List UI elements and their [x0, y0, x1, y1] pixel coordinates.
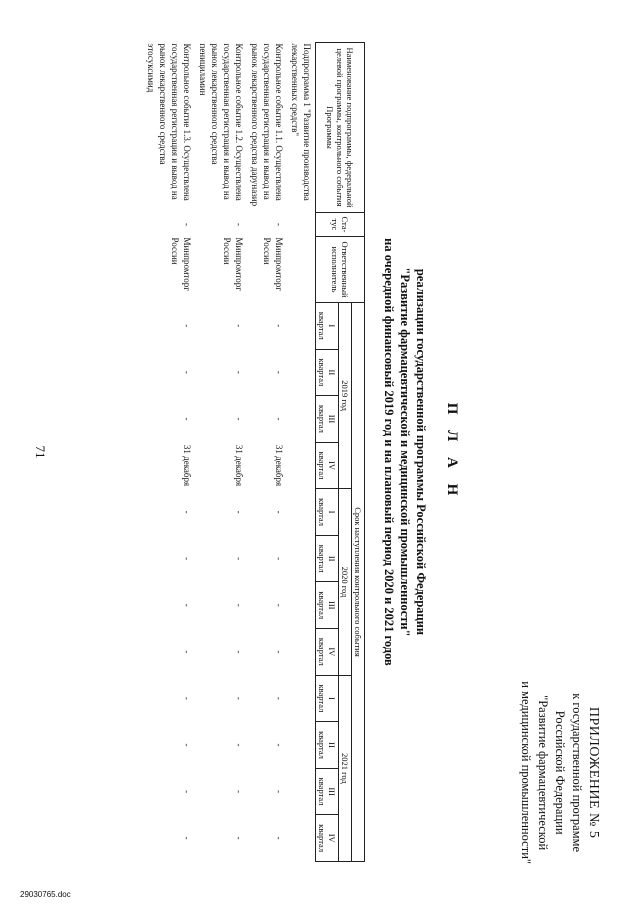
- page-number: 71: [33, 445, 48, 459]
- event-status: -: [274, 223, 284, 226]
- quarter-word: квартал: [317, 591, 327, 620]
- deadline-cell: 31 декабря: [182, 444, 192, 487]
- deadline-cell: -: [274, 557, 284, 561]
- header-quarter: [316, 303, 339, 350]
- plan-subtitle-line: "Развитие фармацевтической и медицинской промышленности": [398, 267, 412, 637]
- header-quarter: [316, 535, 339, 582]
- event-name: Контрольное событие 1.1. Осуществлена государственная регистрация и вывод на рынок лекарственного средства даруназир: [250, 43, 284, 207]
- deadline-cell: -: [274, 417, 284, 421]
- appendix-line: "Развитие фармацевтической: [536, 695, 550, 851]
- deadline-cell: -: [234, 324, 244, 328]
- quarter-word: квартал: [317, 824, 327, 853]
- event-executor: Минпромторг России: [222, 237, 244, 291]
- quarter-word: квартал: [317, 311, 327, 340]
- header-quarter: [316, 396, 339, 443]
- plan-subtitle-line: на очередной финансовый 2019 год и на плановый период 2020 и 2021 годов: [382, 238, 396, 666]
- deadline-cell: -: [234, 790, 244, 794]
- appendix-line: Российской Федерации: [553, 710, 567, 835]
- quarter-numeral: II: [327, 555, 337, 562]
- quarter-numeral: I: [327, 324, 337, 328]
- quarter-numeral: II: [327, 369, 337, 376]
- header-quarter: [316, 815, 339, 862]
- deadline-cell: -: [234, 836, 244, 840]
- deadline-cell: -: [182, 650, 192, 654]
- deadline-cell: -: [182, 324, 192, 328]
- quarter-word: квартал: [317, 498, 327, 527]
- deadline-cell: -: [234, 417, 244, 421]
- deadline-cell: -: [274, 790, 284, 794]
- deadline-cell: -: [182, 417, 192, 421]
- quarter-numeral: III: [327, 601, 337, 610]
- deadline-cell: -: [274, 603, 284, 607]
- plan-title: П Л А Н: [444, 402, 460, 502]
- appendix-line: к государственной программе: [570, 693, 584, 853]
- deadline-cell: -: [274, 696, 284, 700]
- deadline-cell: -: [182, 790, 192, 794]
- deadline-cell: -: [182, 557, 192, 561]
- header-deadline: Срок наступления контрольного события: [352, 303, 365, 862]
- subprogram-name: Подпрограмма 1 "Развитие производства лекарственных средств": [290, 43, 312, 201]
- plan-heading: [381, 22, 460, 882]
- deadline-cell: -: [234, 743, 244, 747]
- deadline-cell: -: [182, 603, 192, 607]
- header-quarter: [316, 582, 339, 629]
- deadline-cell: -: [274, 324, 284, 328]
- header-quarter: [316, 442, 339, 489]
- header-name: Наименование подпрограммы, федеральной целевой программы, контрольного события Программы: [316, 43, 365, 213]
- table-row: [247, 43, 287, 862]
- quarter-word: квартал: [317, 731, 327, 759]
- deadline-cell: -: [234, 370, 244, 374]
- quarter-word: квартал: [317, 358, 327, 387]
- header-quarter: [316, 675, 339, 722]
- quarter-numeral: III: [327, 414, 337, 424]
- quarter-word: квартал: [317, 684, 327, 713]
- deadline-cell: -: [274, 650, 284, 654]
- deadline-cell: -: [274, 510, 284, 514]
- deadline-cell: -: [234, 603, 244, 607]
- deadline-cell: -: [234, 696, 244, 700]
- header-executor: Ответственный исполнитель: [316, 237, 365, 303]
- appendix-block: [517, 681, 602, 864]
- deadline-cell: -: [274, 836, 284, 840]
- quarter-numeral: I: [327, 696, 337, 700]
- table-row: [195, 43, 247, 862]
- quarter-word: квартал: [317, 777, 327, 806]
- quarter-numeral: III: [327, 787, 337, 796]
- quarter-numeral: I: [327, 510, 337, 514]
- quarter-numeral: IV: [327, 461, 337, 471]
- header-status: Ста-тус: [316, 213, 365, 237]
- quarter-word: квартал: [317, 544, 327, 573]
- deadline-cell: -: [234, 510, 244, 514]
- deadline-cell: -: [182, 696, 192, 700]
- header-quarter: [316, 489, 339, 536]
- deadline-cell: 31 декабря: [274, 444, 284, 487]
- deadline-cell: -: [182, 743, 192, 747]
- deadline-cell: -: [182, 370, 192, 374]
- event-status: -: [234, 223, 244, 226]
- deadline-cell: 31 декабря: [234, 444, 244, 487]
- header-quarter: [316, 768, 339, 815]
- quarter-word: квартал: [317, 451, 327, 480]
- table-row: [143, 43, 195, 862]
- event-name: Контрольное событие 1.2. Осуществлена государственная регистрация и вывод на рынок лекарственного средства пенициламин: [198, 43, 244, 201]
- appendix-title: ПРИЛОЖЕНИЕ № 5: [586, 706, 601, 839]
- footer-filename: 29030765.doc: [20, 890, 71, 899]
- deadline-cell: -: [182, 836, 192, 840]
- deadline-cell: -: [234, 557, 244, 561]
- header-quarter: [316, 349, 339, 396]
- deadline-cell: -: [182, 510, 192, 514]
- quarter-word: квартал: [317, 405, 327, 433]
- subprogram-filler: [287, 213, 316, 862]
- event-executor: Минпромторг России: [170, 237, 192, 291]
- event-status: -: [182, 223, 192, 226]
- rotated-page: [20, 22, 620, 882]
- event-executor: Минпромторг России: [262, 237, 284, 291]
- deadline-cell: -: [274, 743, 284, 747]
- plan-table: [143, 42, 365, 862]
- header-year: 2021 год: [339, 675, 352, 861]
- appendix-line: и медицинской промышленности": [519, 681, 533, 864]
- quarter-numeral: II: [327, 742, 337, 748]
- header-year: 2019 год: [339, 303, 352, 489]
- deadline-cell: -: [234, 650, 244, 654]
- quarter-numeral: IV: [327, 833, 337, 843]
- deadline-cell: -: [274, 370, 284, 374]
- plan-subtitle-line: реализации государственной программы Российской Федерации: [414, 268, 428, 636]
- event-name: Контрольное событие 1.3. Осуществлена государственная регистрация и вывод на рынок лекарственного средства этосуксимид: [146, 43, 192, 201]
- quarter-numeral: IV: [327, 647, 337, 657]
- header-quarter: [316, 722, 339, 769]
- header-quarter: [316, 629, 339, 676]
- plan-table-body: [143, 43, 316, 862]
- header-year: 2020 год: [339, 489, 352, 675]
- quarter-word: квартал: [317, 637, 327, 666]
- subprogram-row: [287, 43, 316, 862]
